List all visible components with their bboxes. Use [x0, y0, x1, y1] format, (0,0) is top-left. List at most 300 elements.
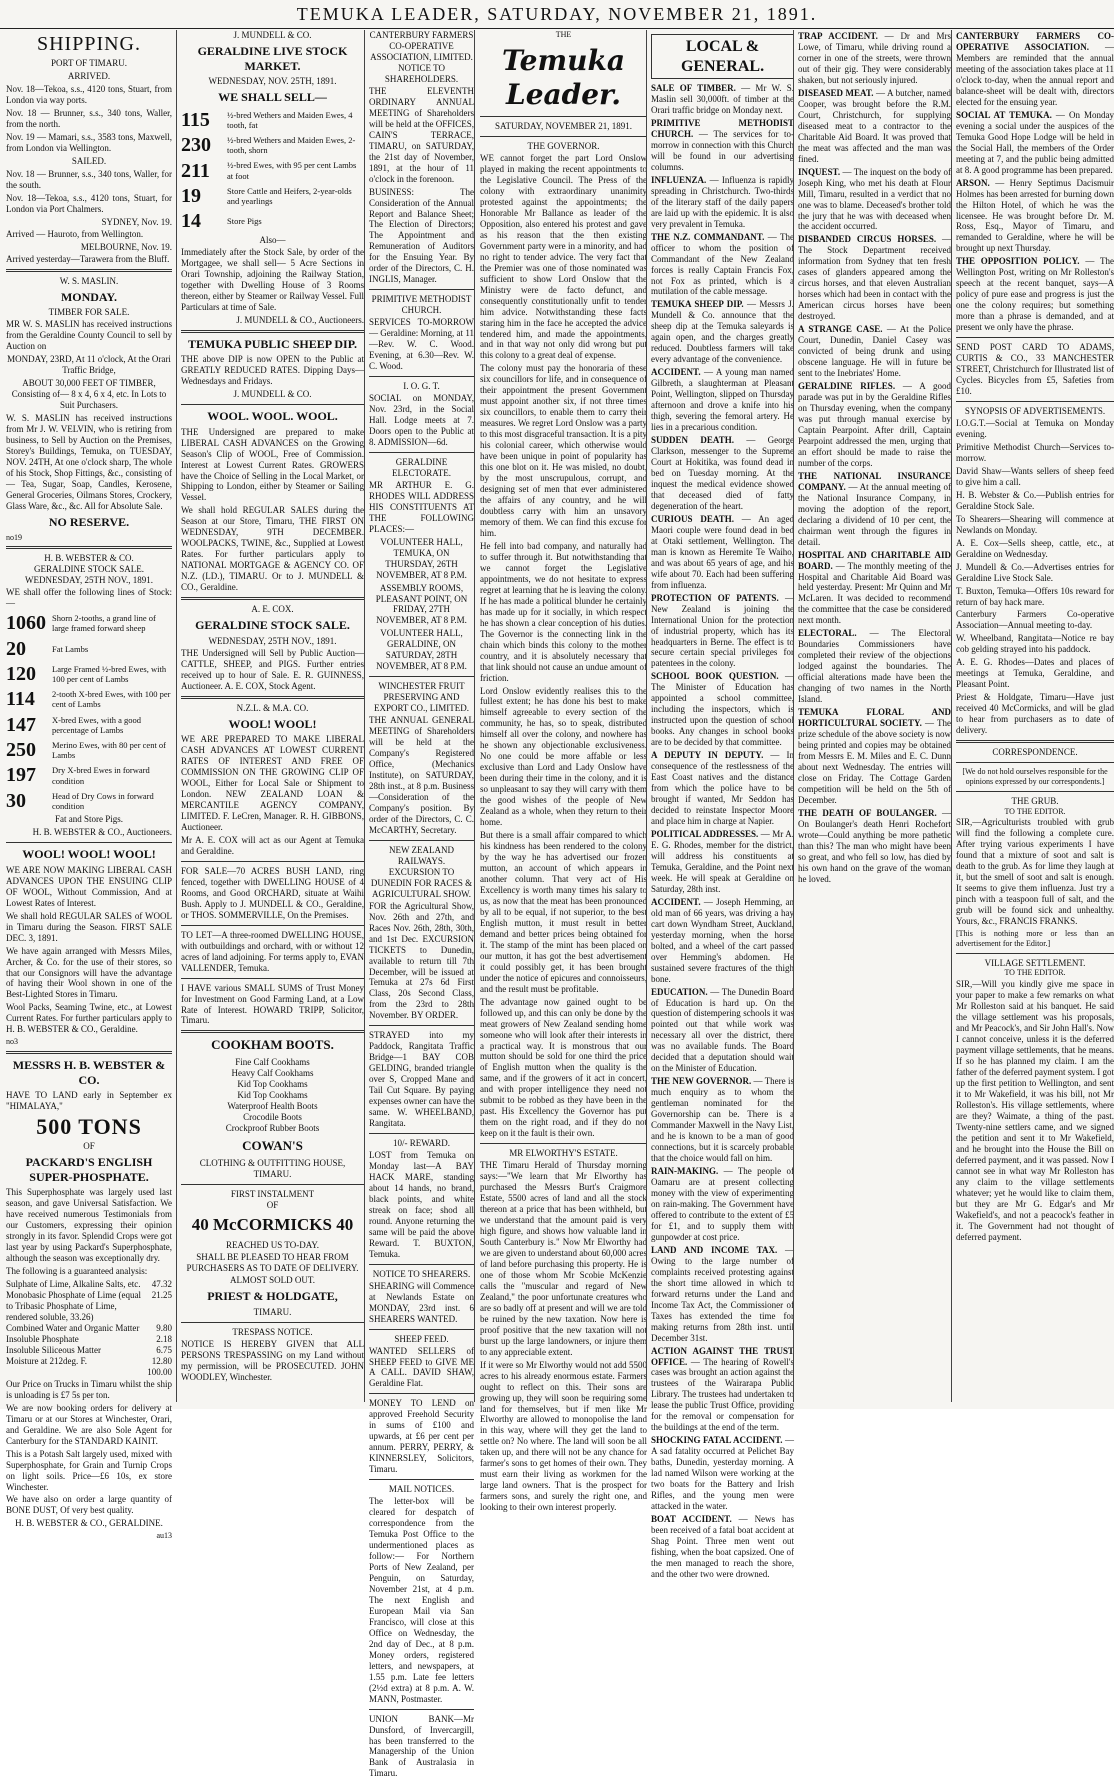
leader-date: SATURDAY, NOVEMBER 21, 1891.	[494, 121, 633, 132]
news-paragraph: SOCIAL AT TEMUKA. — On Monday evening a social under the auspices of the Temuka Good Hope Lodge will be held in the Social Hall, the members of the Order meeting at 7, and the public being admitted at 8. A good programme has been prepared.	[956, 109, 1114, 175]
phosphate-price: Our Price on Trucks in Timaru whilst the ship is unloading is £7 5s per ton.	[6, 1378, 172, 1400]
cox-title: GERALDINE STOCK SALE.	[195, 618, 350, 633]
news-text: Owing to the large number of complaints received protesting against the short time allowed in which to forward returns under the Land and Income Tax Act, the Commissioner of Taxes has extended the time for making returns from 28th inst. until December 31st.	[651, 1255, 794, 1343]
reward-title: 10/- REWARD.	[393, 1138, 450, 1149]
analysis-label: Insoluble Siliceous Matter	[6, 1344, 101, 1355]
cfa-business: BUSINESS: The Consideration of the Annual Report and Balance Sheet; The Election of Directors; The Appointment and Remuneration of Auditors for the Ensuing Year. By order of the Directors, C. H. INGLIS, Manager.	[369, 186, 474, 285]
elworthy-p1: THE Timaru Herald of Thursday morning says:—"We learn that Mr Elworthy has purchased the Messrs Burt's Craigmore Estate, 5500 acres of land and all the stock thereon at a price that has been withheld, but we understand that the amount paid is very high figure, and shows how valuable land in South Canterbury is." Now Mr Elworthy had we are given to understand about 60,000 acres of land before purchasing this property. He is one of those whom Mr Scobie McKenzie calls the "muscular and regard of New Zealand," the poor unfortunate creatures who are so badly off at present and will we are told be ruined by the new taxation. Now here is proof positive that the new taxation will not burst up the large landowners, or injure them to any appreciable extent.	[480, 1160, 647, 1357]
phosphate-analysis-intro: The following is a guaranteed analysis:	[6, 1266, 148, 1277]
leader-p2: The colony must pay the honoraria of these six councillors for life, and in consequence of their appointment the present Government must appoint another six, if not three times six councillors, to enable them to carry their measures. We regret Lord Onslow was a party to this most disgraceful transaction. It is a pity his colonial career, which otherwise would have been unique in point of popularity has this one blot on it. He was misled, no doubt, by the most unscrupulous, corrupt, and designing set of men that ever administered the affairs of any country, and he will doubtless carry with him an unsavory memory of them. We can find this excuse for him.	[480, 363, 647, 538]
lot-row	[6, 662, 172, 686]
synopsis-title: SYNOPSIS OF ADVERTISEMENTS.	[964, 406, 1106, 416]
news-heading: TEMUKA SHEEP DIP.	[651, 299, 744, 310]
lot-number: 147	[6, 713, 36, 736]
trespass-body: NOTICE IS HEREBY GIVEN that ALL PERSONS TRESPASSING on my Land without my permission, will be PROSECUTED. JOHN WOODLEY, Winchester.	[181, 1339, 364, 1382]
news-text: In consequence of the restlessness of the East Coast natives and the distance from which the police have to be brought if wanted, Mr Seddon has decided to reinstate Inspector Moore and place him in charge at Napier.	[651, 750, 794, 826]
news-paragraph: THE NEW GOVERNOR. — There is much enquiry as to whom the gentleman nominated for the Governorship can be. There is a Commander Maxwell in the Navy List, and he is known to be a man of good connections, but it is scarcely probable that the choice would fall on him.	[651, 1076, 794, 1164]
news-heading: ACCIDENT.	[651, 896, 701, 907]
news-heading: RAIN-MAKING.	[651, 1166, 719, 1177]
corr-note: [We do not hold ourselves responsible for the opinions expressed by our correspondents.]	[962, 767, 1108, 786]
synopsis-item: H. B. Webster & Co.—Publish entries for Geraldine Stock Sale.	[956, 489, 1114, 511]
news-paragraph: SCHOOL BOOK QUESTION. — The Minister of Education has appointed a school committee, including the inspectors, which is instructed upon the question of school books. Any changes in school books are to be decided by that committee.	[651, 671, 794, 748]
column-correspondence	[951, 30, 1114, 1402]
adv-card: SEND POST CARD TO ADAMS, CURTIS & CO., 33 MANCHESTER STREET, Christchurch for Illustrated list of Cycles. Bicycles from £5, Safeties from £10.	[956, 342, 1114, 397]
news-paragraph: LAND AND INCOME TAX. — Owing to the large number of complaints received protesting against the short time allowed in which to forward returns under the Land and Income Tax Act, the Commissioner of Taxes has extended the time for making returns from 28th inst. until December 31st.	[651, 1244, 794, 1343]
phosphate-bonedust: We have also on order a large quantity of BONE DUST, Of very best quality.	[6, 1494, 172, 1516]
mccormicks-title: 40 McCORMICKS 40	[191, 1214, 354, 1234]
news-heading: INQUEST.	[798, 166, 841, 177]
webster-ref: no3	[6, 1037, 18, 1047]
column-local	[646, 30, 795, 1579]
maslin-body: MR W. S. MASLIN has received instructions from the Geraldine County Council to sell by Auction on	[6, 319, 172, 352]
column-shipping	[6, 30, 172, 1541]
news-text: News has been received of a fatal boat accident at Shag Point. Three men went out fishing, when the boat capsized. One of the men managed to reach the shore, and the other two were drowned.	[651, 1514, 794, 1579]
news-text: An aged Maori couple were found dead in bed at Otaki settlement, Wellington. The man is known as Heremite Te Waiho, and was about 65 years of age, and his wife about 70. Each had been suffering from influenza.	[651, 513, 794, 590]
news-paragraph: ACCIDENT. — A young man named Gilbreth, a slaughterman at Pleasant Point, Wellington, slipped on Thursday afternoon and drove a knife into his thigh, severing the femoral artery. He lies in a precarious condition.	[651, 367, 794, 433]
iogt-title: I. O. G. T.	[403, 381, 440, 392]
grub-body: SIR,—Agriculturists troubled with grub will find the following a complete cure. After trying various experiments I have found that a mixture of soot and salt is death to the grub. As for lime they laugh at it, but the smell of soot and salt is enough. It seems to give them influenza. Just try a pinch with a teaspoon full of salt, and the grub will be found sick and unhealthy. Yours, &c., FRANCIS FRANKS.	[956, 817, 1114, 927]
lot-number: 115	[181, 108, 210, 131]
paper-title: Temuka Leader.	[502, 43, 625, 111]
maslin-header: W. S. MASLIN.	[59, 275, 119, 286]
nzl-wool: WOOL! WOOL!	[228, 716, 317, 731]
priest-name: PRIEST & HOLDGATE,	[207, 1289, 338, 1304]
lot-row	[6, 789, 172, 813]
news-text: The inquest on the body of Joseph King, who met his death at Flour Mill, Timaru, resulted in a verdict that no one was to blame. Deceased's brother told the jury that he was with deceased when the accident occurred.	[798, 166, 952, 232]
synopsis-item: Priest & Holdgate, Timaru—Have just received 40 McCormicks, and will be glad to hear from purchasers as to date of delivery.	[956, 692, 1114, 736]
news-paragraph: A STRANGE CASE. — At the Police Court, Dunedin, Daniel Casey was convicted of being drunk and using obscene language. He will in future be sent to the Inebriates' Home.	[798, 324, 951, 379]
trust-body: I HAVE various SMALL SUMS of Trust Money for Investment on Good Farming Land, at a Low Rate of Interest. HOWARD TRIPP, Solicitor, Timaru.	[181, 982, 364, 1026]
news-heading: TEMUKA FLORAL AND HORTICULTURAL SOCIETY.	[798, 707, 951, 729]
news-paragraph: DISBANDED CIRCUS HORSES. — The Stock Department received information from Sydney that ten fresh cases of glanders appeared among the circus horses, and that eleven Australian horses which had been in contact with the American circus horses have been destroyed.	[798, 234, 951, 322]
feed-title: SHEEP FEED.	[394, 1333, 449, 1344]
lot-number: 197	[6, 764, 36, 787]
news-heading: THE NATIONAL INSURANCE COMPANY.	[798, 470, 951, 492]
news-heading: THE N.Z. COMMANDANT.	[651, 231, 765, 242]
cookham-item: Waterproof Health Boots	[227, 1101, 318, 1112]
synopsis-list	[956, 418, 1114, 736]
pm-title: PRIMITIVE METHODIST CHURCH.	[371, 294, 472, 316]
live-intro: WE SHALL SELL—	[218, 90, 327, 105]
maslin-ref: no19	[6, 532, 22, 542]
lot-text: Fat Lambs	[52, 643, 89, 654]
lot-text: Merino Ewes, with 80 per cent of Lambs	[52, 739, 167, 761]
news-text: George Clarkson, messenger to the Supreme Court at Hokitika, was found dead in bed on Tuesday morning. At the inquest the medical evidence showed that deceased died of fatty degeneration of the heart.	[651, 435, 794, 511]
lot-text: ½-bred Ewes, with 95 per cent Lambs at foot	[227, 160, 357, 181]
almost-text: ALMOST SOLD OUT.	[230, 1275, 315, 1286]
synopsis-item: J. Mundell & Co.—Advertises entries for Geraldine Live Stock Sale.	[956, 561, 1114, 583]
sailed-item: Nov. 18 — Brunner, s.s., 340 tons, Waller, for the south.	[6, 169, 172, 191]
dip-sign: J. MUNDELL & CO.	[233, 389, 312, 400]
news-heading: SUDDEN DEATH.	[651, 435, 734, 446]
cookham-item: Heavy Calf Cookhams	[231, 1068, 314, 1079]
news-paragraph: POLITICAL ADDRESSES. — Mr A. E. G. Rhodes, member for the district, will address his constituents at Temuka, Geraldine, and the Point next week. He will speak at Geraldine on Saturday, 28th inst.	[651, 828, 794, 894]
cookham-item: Kid Top Cookhams	[237, 1090, 308, 1101]
news-heading: POLITICAL ADDRESSES.	[651, 828, 759, 839]
lot-row	[6, 738, 172, 762]
rail-body: FOR the Agricultural Show, Nov. 26th and 27th, and Races Nov. 26th, 28th, 30th, and 1st Dec. EXCURSION TICKETS to Dunedin, available to return till 7th December, will be issued at Temuka at 27s 6d First Class, 20s Second Class, from the 23rd to 28th November. BY ORDER.	[369, 900, 474, 1021]
maslin-title: TIMBER FOR SALE.	[48, 307, 130, 318]
cookham-item: Kid Top Cookhams	[237, 1079, 308, 1090]
local-title: LOCAL & GENERAL.	[651, 34, 794, 79]
sailed-item: Nov. 18—Tekoa, s.s., 4120 tons, Stuart, for London via Port Chalmers.	[6, 193, 172, 215]
lot-number: 20	[6, 637, 26, 660]
meeting: VOLUNTEER HALL, TEMUKA, ON THURSDAY, 26TH NOVEMBER, AT 8 P.M.	[376, 536, 467, 580]
melbourne-text: Arrived yesterday—Tarawera from the Bluff.	[6, 253, 170, 264]
news-heading: DISBANDED CIRCUS HORSES.	[798, 234, 937, 245]
cox-date: WEDNESDAY, 25TH NOV., 1891.	[208, 635, 337, 646]
lot-text: X-bred Ewes, with a good percentage of Lambs	[52, 714, 141, 735]
column-leader	[474, 30, 647, 1513]
strayed-body: STRAYED into my Paddock, Rangitata Traffic Bridge—1 BAY COB GELDING, branded triangle over S, Cropped Mane and Tail Cut Square. By paying expenses owner can have the same. W. WHEELBAND, Rangitata.	[369, 1030, 474, 1129]
news-text: The officer to whom the position of Commandant of the New Zealand forces is really Captain Francis Fox, not Fox as printed, which is a mutilation of the cable message.	[651, 231, 794, 297]
lot-number: 19	[181, 184, 201, 207]
leader-p6: The advantage now gained ought to be followed up, and this can only be done by the meat growers of New Zealand sending home someone who will look after their interests in a practical way. It is monstrous that our mutton should be sold for one third the price of English mutton when the quality is the same, and if the growers of it act in concert, and with proper intelligence they need not submit to be robbed as they have been in the past. His Excellency the Governor has put them on the right road, and if they do not keep on it the fault is their own.	[480, 996, 647, 1139]
priest-town: TIMARU.	[253, 1307, 292, 1318]
synopsis-item: T. Buxton, Temuka—Offers 10s reward for return of bay hack mare.	[956, 585, 1114, 607]
news-paragraph: CURIOUS DEATH. — An aged Maori couple were found dead in bed at Otaki settlement, Wellington. The man is known as Heremite Te Waiho, and was about 65 years of age, and his wife about 70. Each had been suffering from influenza.	[651, 513, 794, 590]
news-heading: PROTECTION OF PATENTS.	[651, 592, 779, 603]
analysis-label: Insoluble Phosphate	[6, 1333, 79, 1344]
news-text: On Boulanger's death Henri Rochefort wrote—Could anything be more pathetic than this? The man who might have been so great, and who fell so low, has died by his own hand on the grave of the woman he loved.	[798, 818, 951, 884]
leader-p5: But there is a small affair compared to which his kindness has been rendered to the colony by the way he has advertised our frozen mutton, an account of which appears in another column. That very act of His Excellency is worth many times his salary to us, as now that the meat has been pronounced by all to be equal, if not superior, to the best English mutton, it must result in better demand and better prices being obtained for it. The stamp of the mint has been placed on our mutton, it has got the best advertisement it could possibly get, it has been brought under the notice of epicures and connoisseurs, and the result must be profitable.	[480, 830, 647, 994]
maslin-when: MONDAY, 23RD, At 11 o'clock, At the Orari Traffic Bridge,	[7, 354, 171, 376]
news-heading: HOSPITAL AND CHARITABLE AID BOARD.	[798, 549, 951, 571]
reward-body: LOST from Temuka on Monday last—A BAY HACK MARE, standing about 14 hands, no brand, black points, and white streak on face; shod all round. Anyone returning the same will be paid the above Reward. T. BUXTON, Temuka.	[369, 1150, 474, 1259]
analysis-row	[6, 1345, 172, 1356]
analysis-total: 100.00	[147, 1366, 172, 1377]
sydney-text: Arrived — Hauroto, from Wellington.	[6, 228, 144, 239]
live-title: GERALDINE LIVE STOCK MARKET.	[197, 43, 348, 73]
news-heading: TRAP ACCIDENT.	[798, 31, 878, 41]
news-text: The people of Oamaru are at present collecting money with the view of experimenting on rain-making. The Government have offered to contribute to the extent of £5 for £1, and to supply them with gunpowder at cost price.	[651, 1166, 795, 1242]
news-heading: BOAT ACCIDENT.	[651, 1514, 732, 1525]
synopsis-item: W. Wheelband, Rangitata—Notice re bay cob gelding strayed into his paddock.	[956, 633, 1114, 655]
wool-body: THE Undersigned are prepared to make LIBERAL CASH ADVANCES on the Growing Season's Clip of WOOL, Free of Commission. Interest at Lowest Current Rates. GROWERS have the Choice of Selling in the Local Market, or Shipping to London, either by Steamer or Sailing Vessel.	[181, 426, 364, 503]
phosphate-of: OF	[83, 1141, 95, 1152]
news-paragraph: RAIN-MAKING. — The people of Oamaru are at present collecting money with the view of experimenting on rain-making. The Government have offered to contribute to the extent of £5 for £1, and to supply them with gunpowder at cost price.	[651, 1166, 795, 1242]
news-paragraph: A DEPUTY IN DEPUTY. — In consequence of the restlessness of the East Coast natives and the distance from which the police have to be brought if wanted, Mr Seddon has decided to reinstate Inspector Moore and place him in charge at Napier.	[651, 750, 794, 826]
news-heading: CANTERBURY FARMERS CO-OPERATIVE ASSOCIATION.	[956, 31, 1114, 52]
analysis-row	[6, 1356, 172, 1367]
news-paragraph: TEMUKA SHEEP DIP. — Messrs J. Mundell & Co. announce that the sheep dip at the Temuka saleyards is again open, and the charges greatly reduced. Doubtless farmers will take every advantage of the convenience.	[651, 299, 794, 365]
news-paragraph: PRIMITIVE METHODIST CHURCH. — The services for to-morrow in connection with this Church will be found in our advertising columns.	[651, 117, 794, 172]
leader-p4: Lord Onslow evidently realises this to the fullest extent; he has done his best to make himself agreeable to every section of the community, he has, so to speak, distributed himself all over the colony, and nowhere has he shown any objectionable exclusiveness. No one could be more affable or less exclusive than Lord and Lady Onslow have been during their time in the colony, and it is so unpleasant to say they will carry with them the good wishes of the people of New Zealand as a whole, when they return to their home.	[480, 685, 647, 828]
let-body: TO LET—A three-roomed DWELLING HOUSE, with outbuildings and orchard, with or without 12 acres of land adjoining. For terms apply to, EVAN VALLENDER, Temuka.	[181, 929, 364, 973]
wool2: We shall hold REGULAR SALES during the Season at our Store, Timaru, THE FIRST ON WEDNESDAY, 9TH DECEMBER. WOOLPACKS, TWINE, &c., Supplied at Lowest Rates. For further particulars apply to NATIONAL MORTGAGE & AGENCY CO. OF N.Z. (LD.), TIMARU. Or to J. MUNDELL & CO., Geraldine.	[181, 505, 364, 593]
webster-sign: H. B. WEBSTER & CO., Auctioneers.	[32, 827, 172, 838]
analysis-label: Sulphate of Lime, Alkaline Salts, etc.	[6, 1279, 141, 1290]
news-heading: THE NEW GOVERNOR.	[651, 1076, 752, 1087]
analysis-label: Combined Water and Organic Matter	[6, 1322, 140, 1333]
leader-p3: He fell into bad company, and naturally had to suffer through it. But notwithstanding that we cannot forget the Legislative appointments, we do not hesitate to express regret at learning that he is leaving the colony. If he has made a political blunder he certainly has made up for it socially, in which respect he has shown a clear conception of his duties. The Governor is the connecting link in the chain which binds this colony to the mother country, and it is absolutely necessary that that link should not cause an undue amount of friction.	[480, 540, 647, 683]
lot-text: Store Cattle and Heifers, 2-year-olds and yearlings	[227, 185, 352, 207]
analysis-label: Monobasic Phosphate of Lime (equal to Tribasic Phosphate of Lime, rendered soluble, 33.26)	[6, 1290, 141, 1322]
rail-sub: EXCURSION TO DUNEDIN FOR RACES & AGRICULTURAL SHOW.	[370, 866, 473, 899]
wf-title: WINCHESTER FRUIT PRESERVING AND EXPORT CO., LIMITED.	[373, 681, 470, 714]
phosphate-name: PACKARD'S ENGLISH SUPER-PHOSPHATE.	[25, 1155, 153, 1184]
news-paragraph: ACTION AGAINST THE TRUST OFFICE. — The hearing of Rowell's cases was brought an action against the trustees of the Wairarapa Public Library. The trustees had undertaken to lease the public Trust Office, providing for the removal or compensation for the buildings at the end of the term.	[651, 1345, 794, 1433]
news-items-2	[956, 31, 1114, 333]
news-text: Influenza is rapidly spreading in Christchurch. Two-thirds of the literary staff of the daily papers are laid up with the epidemic. It is also very prevalent in Temuka.	[651, 174, 794, 229]
shipping-title: SHIPPING.	[36, 33, 142, 55]
news-heading: DISEASED MEAT.	[798, 87, 874, 98]
news-heading: ELECTORAL.	[798, 628, 857, 639]
lot-number: 14	[181, 210, 201, 233]
also-label: Also—	[259, 234, 286, 245]
news-paragraph: INFLUENZA. — Influenza is rapidly spreading in Christchurch. Two-thirds of the literary staff of the daily papers are laid up with the epidemic. It is also very prevalent in Temuka.	[651, 174, 794, 229]
dip-title: TEMUKA PUBLIC SHEEP DIP.	[188, 336, 357, 351]
cookham-title: COOKHAM BOOTS.	[211, 1037, 334, 1053]
synopsis-item: A. E. G. Rhodes—Dates and places of meetings at Temuka, Geraldine, and Pleasant Point.	[956, 657, 1114, 690]
arrived-item: Nov. 18 — Brunner, s.s., 340 tons, Waller, from the north.	[6, 108, 172, 130]
melbourne-dateline: MELBOURNE, Nov. 19.	[80, 241, 172, 252]
cfa-sub: NOTICE TO SHAREHOLDERS.	[384, 62, 459, 84]
lot-number: 250	[6, 739, 36, 762]
reached-text: REACHED US TO-DAY.	[226, 1239, 319, 1250]
cookham-item: Crockproof Rubber Boots	[225, 1123, 320, 1134]
webster-wool-body: WE ARE NOW MAKING LIBERAL CASH ADVANCES UPON THE ENSUING CLIP OF WOOL, Without Commission, And at Lowest Rates of Interest.	[6, 864, 172, 908]
news-text: A sad fatality occurred at Pelichet Bay baths, Dunedin, yesterday morning. A lad named Wilson were working at the two boats for the Battery and Irish Rifles, and the young men were attacked in the water.	[651, 1446, 794, 1512]
news-text: A butcher, named Cooper, was brought before the R.M. Court, Christchurch, for supplying diseased meat to a contractor to the Charitable Aid Board. It was proved that the meat was affected and the man was fined.	[798, 87, 951, 164]
lot-number: 1060	[6, 612, 46, 635]
webster-wool3: We have again arranged with Messrs Miles, Archer, & Co. for the use of their stores, so that our Consignors will have the advantage of having their Wool shown in one of the Best-Lighted Stores in Timaru.	[6, 945, 172, 1000]
news-heading: GERALDINE RIFLES.	[798, 381, 896, 392]
news-heading: ACCIDENT.	[651, 367, 701, 378]
lot-text: Dry X-bred Ewes in forward condition	[52, 765, 150, 786]
grub-to: TO THE EDITOR.	[1004, 806, 1066, 816]
news-text: Members are reminded that the annual meeting of the association takes place at 11 o'clock to-day, when the annual report and balance-sheet will be dealt with, directors elected for the ensuing year.	[956, 52, 1114, 107]
news-heading: LAND AND INCOME TAX.	[651, 1244, 778, 1255]
news-heading: SALE OF TIMBER.	[651, 83, 736, 94]
phosphate-kainit: We are now booking orders for delivery at Timaru or at our Stores at Winchester, Orari, and Geraldine. We are also Sole Agent for Canterbury for the STANDARD KAINIT.	[6, 1402, 172, 1446]
grub-title: THE GRUB.	[1011, 795, 1059, 806]
phosphate-intro: HAVE TO LAND early in September ex "HIMALAYA,"	[6, 1090, 172, 1112]
news-paragraph: ELECTORAL. — The Electoral Boundaries Commissioners have completed their review of the objections lodged against the boundaries. The official alterations made have been the changing of two names in the North Island.	[798, 628, 951, 705]
news-heading: A STRANGE CASE.	[798, 324, 883, 335]
lot-number: 120	[6, 662, 36, 685]
arrived-label: ARRIVED.	[67, 71, 111, 82]
news-text: Henry Septimus Dacismuir Holmes has been arrested for burning down the Hilton Hotel, of which he was the licensee. He was brought before Dr. M. Ross, Esq., Mayor of Timaru, and remanded to Geraldine, where he will be brought up next Thursday.	[956, 177, 1114, 254]
news-text: There is much enquiry as to whom the gentleman nominated for the Governorship can be. There is a Commander Maxwell in the Navy List, and he is known to be a man of good connections, but it is scarcely probable that the choice would fall on him.	[651, 1076, 794, 1164]
news-heading: THE OPPOSITION POLICY.	[956, 256, 1080, 267]
synopsis-item: A. E. Cox—Sells sheep, cattle, etc., at Geraldine on Wednesday.	[956, 537, 1114, 559]
news-paragraph: THE DEATH OF BOULANGER. — On Boulanger's death Henri Rochefort wrote—Could anything be more pathetic than this? The man who might have been so great, and who fell so low, has died by his own hand on the grave of the woman he loved.	[798, 807, 952, 884]
news-paragraph: EDUCATION. — The Dunedin Board of Education is hard up. On the question of distempering schools it was pointed out that while work was necessary all over the district, there was no available funds. The Board decided that a deputation should wait on the Minister of Education.	[651, 986, 795, 1074]
analysis-label: Moisture at 212deg. F.	[6, 1355, 88, 1366]
news-text: Dr and Mrs Lowe, of Timaru, while driving round a corner in one of the streets, were thrown out of their gig. They were considerably shaken, but not seriously injured.	[798, 31, 951, 85]
cookham-item: Fine Calf Cookhams	[235, 1057, 310, 1068]
lot-text: Store Pigs	[227, 216, 262, 227]
news-heading: SOCIAL AT TEMUKA.	[956, 109, 1052, 120]
sailed-label: SAILED.	[71, 156, 107, 167]
news-paragraph: THE N.Z. COMMANDANT. — The officer to whom the position of Commandant of the New Zealand forces is really Captain Francis Fox, not Fox as printed, which is a mutilation of the cable message.	[651, 231, 794, 297]
lot-row	[181, 108, 364, 132]
webster-title: GERALDINE STOCK SALE.	[33, 564, 145, 575]
cookham-item: Crocodile Boots	[243, 1112, 302, 1123]
nzl-note: Mr A. E. COX will act as our Agent at Temuka and Geraldine.	[181, 834, 364, 856]
lot-number: 114	[6, 688, 35, 711]
rhodes-text: MR ARTHUR E. G. RHODES WILL ADDRESS HIS CONSTITUENTS AT THE FOLLOWING PLACES:—	[369, 479, 474, 534]
webster-lots	[6, 611, 172, 813]
leader-the: THE	[555, 30, 572, 39]
lot-text: Large Framed ½-bred Ewes, with 100 per cent of Lambs	[52, 663, 167, 685]
news-text: The services for to-morrow in connection with this Church will be found in our advertising columns.	[651, 128, 794, 172]
local-items	[651, 83, 794, 1580]
phosphate-sign: H. B. WEBSTER & CO., GERALDINE.	[15, 1518, 163, 1529]
maslin-what: ABOUT 30,000 FEET OF TIMBER, Consisting of— 8 x 4, 6 x 4, etc. In Lots to Suit Purchasers.	[11, 378, 167, 411]
nzl-header: N.Z.L. & M.A. CO.	[236, 702, 309, 713]
news-text: On Monday evening a social under the auspices of the Temuka Good Hope Lodge will be held in the Social Hall, the members of the Order meeting at 7, and the public being admitted at 8. A good programme has been prepared.	[956, 109, 1114, 175]
corr-title: CORRESPONDENCE.	[992, 747, 1078, 758]
analysis-value: 2.18	[156, 1333, 172, 1344]
news-text: Mr W. S. Maslin sell 30,000ft. of timber at the Orari traffic bridge on Monday next.	[651, 83, 795, 115]
cox-body: THE Undersigned will Sell by Public Auction— CATTLE, SHEEP, and PIGS. Further entries received up to hour of Sale. E. R. GUINNESS, Auctioneer. A. E. COX, Stock Agent.	[181, 647, 364, 691]
masthead: TEMUKA LEADER, SATURDAY, NOVEMBER 21, 1891.	[0, 4, 1114, 29]
meeting: ASSEMBLY ROOMS, PLEASANT POINT, ON FRIDAY, 27TH NOVEMBER, AT 8 P.M.	[375, 582, 468, 626]
lot-text: ½-bred Wethers and Maiden Ewes, 4 tooth, fat	[227, 109, 353, 130]
news-paragraph: PROTECTION OF PATENTS. — New Zealand is joining the International Union for the protection of industrial property, which has its headquarters in Berne. The effect is to secure certain special privileges for patentees in the colony.	[651, 592, 794, 669]
mundell-header: J. MUNDELL & CO.	[233, 30, 312, 40]
news-text: At the annual meeting of the National Insurance Company, in moving the adoption of the report, declaring a dividend of 10 per cent, the chairman went through the figures in detail.	[798, 481, 951, 547]
webster-wool2: We shall hold REGULAR SALES of WOOL in Timaru during the Season. FIRST SALE DEC. 3, 1891.	[6, 910, 172, 943]
news-text: The Minister of Education has appointed a school committee, including the inspectors, which is instructed upon the question of school books. Any changes in school books are to be decided by that committee.	[651, 682, 794, 748]
news-text: A good parade was put in by the Geraldine Rifles on Thursday evening, when the company was put through manual exercise by Captain Pearpoint. After drill, Captain Pearpoint addressed the men, urging that an effort should be made to raise the number of the corps.	[798, 381, 951, 468]
analysis-table	[6, 1279, 172, 1367]
column-notices	[364, 30, 474, 1779]
news-text: The Stock Department received information from Sydney that ten fresh cases of glanders appeared among the circus horses, and that eleven Australian horses which had been in contact with the American circus horses have been destroyed.	[798, 245, 951, 322]
phosphate-body: This Superphosphate was largely used last season, and gave Universal Satisfaction. We have received numerous Testimonials from our Customers, expressing their opinion strongly in its favor. Splendid Crops were got last year by using Packard's Superphosphate, although the season was exceptionally dry.	[6, 1187, 172, 1264]
money-body: MONEY TO LEND on approved Freehold Security in sums of £100 and upwards, at £6 per cent per annum. PERRY, PERRY, & KINNERSLEY, Solicitors, Timaru.	[369, 1398, 474, 1475]
elworthy-title: MR ELWORTHY'S ESTATE.	[509, 1148, 618, 1159]
news-heading: THE DEATH OF BOULANGER.	[798, 807, 937, 818]
news-heading: INFLUENZA.	[651, 174, 707, 185]
news-paragraph: TRAP ACCIDENT. — Dr and Mrs Lowe, of Timaru, while driving round a corner in one of the streets, were thrown out of their gig. They were considerably shaken, but not seriously injured.	[798, 31, 951, 85]
vs-to: TO THE EDITOR.	[1004, 968, 1066, 978]
mail-body: The letter-box will be cleared for despatch of correspondence from the Temuka Post Office to the undermentioned places as follow:— For Northern Ports of New Zealand, per Penguin, on Saturday, November 21st, at 4 p.m. The next English and European Mail via San Francisco, will close at this Office on Wednesday, the 2nd day of Dec., at 8 p.m. Money orders, registered letters, and newspapers, at 1.55 p.m. Late fee letters (2½d extra) at 8 p.m. A. W. MANN, Postmaster.	[369, 1496, 474, 1704]
nzl-body: WE ARE PREPARED TO MAKE LIBERAL CASH ADVANCES AT LOWEST CURRENT RATES OF INTEREST AND FREE OF COMMISSION ON THE GROWING CLIP OF WOOL, Either for Local Sale or Shipment to London. NEW ZEALAND LOAN & MERCANTILE AGENCY COMPANY, LIMITED. F. LeCren, Manager. R. H. GIBBONS, Auctioneer.	[181, 734, 364, 832]
union-body: UNION BANK—Mr Dunsford, of Invercargill, has been transferred to the Managership of the Union Bank of Australasia in Timaru.	[369, 1713, 474, 1779]
lot-number: 30	[6, 789, 26, 812]
port-title: PORT OF TIMARU.	[51, 58, 127, 69]
lot-text: ½-bred Wethers and Maiden Ewes, 2-tooth, shorn	[227, 135, 356, 156]
lot-text: Head of Dry Cows in forward condition	[52, 790, 154, 812]
also-text: Immediately after the Stock Sale, by order of the Mortgagee, we shall sell— 5 Acre Sections in Orari Township, adjoining the Railway Station, together with Dwelling House of 3 Rooms thereon, either by Steamer or Railway Vessel. Full Particulars at time of Sale.	[181, 246, 364, 312]
webster-intro: WE shall offer the following lines of Stock:—	[6, 587, 172, 609]
webster-header: H. B. WEBSTER & CO.	[44, 553, 134, 564]
news-text: New Zealand is joining the International Union for the protection of industrial property, which has its headquarters in Berne. The effect is to secure certain special privileges for patentees in the colony.	[651, 603, 794, 669]
lot-row	[6, 713, 172, 737]
leader-section: THE GOVERNOR.	[527, 141, 600, 152]
pm-sub: SERVICES TO-MORROW— Geraldine: Morning, at 11—Rev. W. C. Wood. Evening, at 6.30—Rev. W. C. Wood.	[369, 317, 474, 372]
hear-text: SHALL BE PLEASED TO HEAR FROM PURCHASERS AS TO DATE OF DELIVERY.	[186, 1251, 359, 1273]
news-heading: SHOCKING FATAL ACCIDENT.	[651, 1435, 783, 1446]
lot-row	[181, 209, 364, 233]
analysis-row	[6, 1334, 172, 1345]
news-paragraph: DISEASED MEAT. — A butcher, named Cooper, was brought before the R.M. Court, Christchurch, for supplying diseased meat to a contractor to the Charitable Aid Board. It was proved that the meat was affected and the man was fined.	[798, 87, 951, 164]
analysis-row	[6, 1279, 172, 1290]
cox-header: A. E. COX.	[251, 604, 294, 615]
arrived-item: Nov. 18—Tekoa, s.s., 4120 tons, Stuart, from London via way ports.	[6, 84, 172, 106]
lot-number: 211	[181, 159, 210, 182]
synopsis-item: David Shaw—Wants sellers of sheep feed to give him a call.	[956, 465, 1114, 487]
analysis-value: 6.75	[156, 1344, 172, 1355]
webster-wool4: Wool Packs, Seaming Twine, etc., at Lowest Current Rates. For further particulars apply to H. B. WEBSTER & CO., Geraldine.	[6, 1002, 172, 1035]
news-paragraph: TEMUKA FLORAL AND HORTICULTURAL SOCIETY. — The prize schedule of the above society is now being printed and copies may be obtained from Messrs E. M. Miles and E. C. Dunn about next Wednesday. The entries will close on Friday. The Cottage Garden competition will be held on the 5th of December.	[798, 707, 952, 805]
phosphate-kainit2: This is a Potash Salt largely used, mixed with Superphosphate, for Grain and Turnip Crops on light soils. Price—£6 10s, ex store Winchester.	[6, 1448, 172, 1492]
rail-title: NEW ZEALAND RAILWAYS.	[388, 844, 455, 866]
elworthy-p2: If it were so Mr Elworthy would not add 5500 acres to his already enormous estate. Farmers ought to reflect on this. Their sons are growing up, they will soon be requiring some land for themselves, but if men like Mr Elworthy are allowed to monopolise the land in this way, where will they get the land to settle on? No where. The land will soon be all taken up, and there will not be any chance for farmer's sons to get homes of their own. They must earn their living as workmen for the large land owners. That is the prospect for farmers sons, and surely the right one, and looking to their own interest properly.	[480, 1359, 647, 1513]
grub-ed: [This is nothing more or less than an advertisement for the Editor.]	[956, 929, 1114, 948]
phosphate-ref: au13	[156, 1531, 172, 1541]
leader-p1: WE cannot forget the part Lord Onslow played in making the recent appointments to the Legislative Council. The Press of the colony with extraordinary unanimity protested against the appointments; the Honorable Mr Ballance as leader of the Opposition, also entered his protest and gave as his reason that the then existing Government party were in a minority, and had no right to tender advice. The very fact that the Premier was one of those nominated was sufficient to show Lord Onslow that the Ministry were de facto defunct, and consequently constitutionally unfit to tender him advice. Notwithstanding these facts staring him in the face he accepted the advice tendered him, and made the appointments, and in that way not only did wrong but put this colony to a great deal of expense.	[480, 153, 647, 361]
maslin-body2: W. S. MASLIN has received instructions from Mr J. W. VELVIN, who is retiring from business, to Sell by Auction on the Premises, Storey's Buildings, Temuka, on TUESDAY, NOV. 24TH, At one o'clock sharp, The whole of his Stock, Shop Fittings, &c., consisting of— Tea, Sugar, Soap, Candles, Kerosene, General Groceries, Oilmans Stores, Crockery, Glass Ware, &c., &c. All for Absolute Sale.	[6, 413, 172, 511]
phosphate-tons: 500 TONS	[36, 1114, 142, 1140]
sydney-dateline: SYDNEY, Nov. 19.	[101, 216, 172, 227]
webster-more: Fat and Store Pigs.	[54, 814, 123, 825]
column-news	[793, 30, 951, 1402]
shearers-body: SHEARING will Commence at Newlands Estate on MONDAY, 23rd inst. 6 SHEARERS WANTED.	[369, 1280, 474, 1324]
news-heading: ACTION AGAINST THE TRUST OFFICE.	[651, 1345, 794, 1367]
elect-title: GERALDINE ELECTORATE.	[391, 456, 452, 478]
cfa-body: THE ELEVENTH ORDINARY ANNUAL MEETING of Shareholders will be held at the OFFICES, CAIN'S TERRACE, TIMARU, on SATURDAY, the 21st day of November, 1891, at the hour of 11 o'clock in the forenoon.	[369, 85, 474, 184]
analysis-value: 9.80	[156, 1322, 172, 1333]
iogt-body: SOCIAL on MONDAY, Nov. 23rd, in the Social Hall. Lodge meets at 7. Doors open to the Public at 8. ADMISSION—6d.	[369, 393, 474, 447]
news-paragraph: THE NATIONAL INSURANCE COMPANY. — At the annual meeting of the National Insurance Company, in moving the adoption of the report, declaring a dividend of 10 per cent, the chairman went through the figures in detail.	[798, 470, 951, 547]
wf-body: THE ANNUAL GENERAL MEETING of Shareholders will be held at the Company's Registered Office, (Mechanics Institute), on SATURDAY, 28th inst., at 8 p.m. Business—Consideration of the Company's position. By order of the Directors, C. C. McCARTHY, Secretary.	[369, 715, 474, 835]
shearers-title: NOTICE TO SHEARERS.	[372, 1268, 471, 1279]
vs-title: VILLAGE SETTLEMENT.	[984, 957, 1086, 968]
news-text: A young man named Gilbreth, a slaughterman at Pleasant Point, Wellington, slipped on Thursday afternoon and drove a knife into his thigh, severing the femoral artery. He lies in a precarious condition.	[651, 367, 794, 433]
sale-body: FOR SALE—70 ACRES BUSH LAND, ring fenced, together with DWELLING HOUSE of 4 Rooms, and Good ORCHARD, situate at Waihi Bush. Apply to J. MUNDELL & CO., Geraldine, or THOS. SOMMERVILLE, On the Premises.	[181, 865, 364, 920]
news-text: The hearing of Rowell's cases was brought an action against the trustees of the Wairarapa Public Library. The trustees had undertaken to lease the public Trust Office, providing for the removal or compensation for the buildings at the end of the term.	[651, 1356, 794, 1433]
news-paragraph: ACCIDENT. — Joseph Hemming, an old man of 66 years, was driving a hay cart down Wyndham Street, Auckland, yesterday morning, when the horse bolted, and a wheel of the cart passed over Hemming's abdomen. He sustained severe fractures of the thigh bone.	[651, 896, 794, 984]
phosphate-header: MESSRS H. B. WEBSTER & CO.	[12, 1058, 166, 1087]
news-paragraph: SHOCKING FATAL ACCIDENT. — A sad fatality occurred at Pelichet Bay baths, Dunedin, yesterday morning. A lad named Wilson were working at the two boats for the Battery and Irish Rifles, and the young men were attacked in the water.	[651, 1435, 794, 1512]
cowan-title: COWAN'S	[242, 1138, 303, 1154]
news-text: Messrs J. Mundell & Co. announce that the sheep dip at the Temuka saleyards is again open, and the charges greatly reduced. Doubtless farmers will take every advantage of the convenience.	[651, 299, 794, 365]
analysis-row	[6, 1290, 172, 1323]
analysis-value: 47.32	[151, 1279, 172, 1290]
analysis-row	[6, 1323, 172, 1334]
cookham-list	[181, 1057, 364, 1134]
lot-text: 2-tooth X-bred Ewes, with 100 per cent of Lambs	[52, 689, 171, 710]
news-text: The Dunedin Board of Education is hard up. On the question of distempering schools it was pointed out that while work was necessary all over the district, there was no available funds. The Board decided that a deputation should wait on the Minister of Education.	[651, 986, 795, 1074]
news-paragraph: INQUEST. — The inquest on the body of Joseph King, who met his death at Flour Mill, Timaru, resulted in a verdict that no one was to blame. Deceased's brother told the jury that he was with deceased when the accident occurred.	[798, 166, 952, 232]
news-heading: PRIMITIVE METHODIST CHURCH.	[651, 117, 794, 139]
news-text: Mr A. E. G. Rhodes, member for the district, will address his constituents at Temuka, Geraldine, and the Point next week. He will speak at Geraldine on Saturday, 28th inst.	[651, 828, 794, 894]
lot-row	[6, 687, 172, 711]
news-text: At the Police Court, Dunedin, Daniel Casey was convicted of being drunk and using obscene language. He will in future be sent to the Inebriates' Home.	[798, 324, 951, 379]
lot-row	[181, 184, 364, 208]
synopsis-item: Primitive Methodist Church—Services to-morrow.	[956, 441, 1114, 463]
live-lots	[181, 108, 364, 234]
lot-number: 230	[181, 134, 211, 157]
cfa-title: CANTERBURY FARMERS CO-OPERATIVE ASSOCIATION, LIMITED.	[369, 30, 474, 62]
column-mundell	[176, 30, 364, 1402]
first-instalment: FIRST INSTALMENT	[230, 1188, 315, 1199]
mundell-sign: J. MUNDELL & CO., Auctioneers.	[236, 314, 364, 325]
trespass-title: TRESPASS NOTICE.	[232, 1327, 313, 1338]
feed-body: WANTED SELLERS of SHEEP FEED to GIVE ME A CALL. DAVID SHAW, Geraldine Flat.	[369, 1345, 474, 1389]
lot-text: Shorn 2-tooths, a grand line of large framed forward sheep	[52, 612, 156, 634]
lot-row	[181, 159, 364, 183]
news-paragraph: SUDDEN DEATH. — George Clarkson, messenger to the Supreme Court at Hokitika, was found dead in bed on Tuesday morning. At the inquest the medical evidence showed that deceased died of fatty degeneration of the heart.	[651, 435, 794, 511]
news-paragraph: THE OPPOSITION POLICY. — The Wellington Post, writing on Mr Rolleston's speech at the recent banquet, says—A policy of pure ease and progress is just the one the colony requires; but something more than a phrase is demanded, and at present we only have the phrase.	[956, 256, 1114, 333]
news-text: The prize schedule of the above society is now being printed and copies may be obtained from Messrs E. M. Miles and E. C. Dunn about next Wednesday. The entries will close on Friday. The Cottage Garden competition will be held on the 5th of December.	[798, 718, 952, 805]
news-items	[798, 31, 951, 885]
live-date: WEDNESDAY, NOV. 25TH, 1891.	[208, 76, 337, 87]
